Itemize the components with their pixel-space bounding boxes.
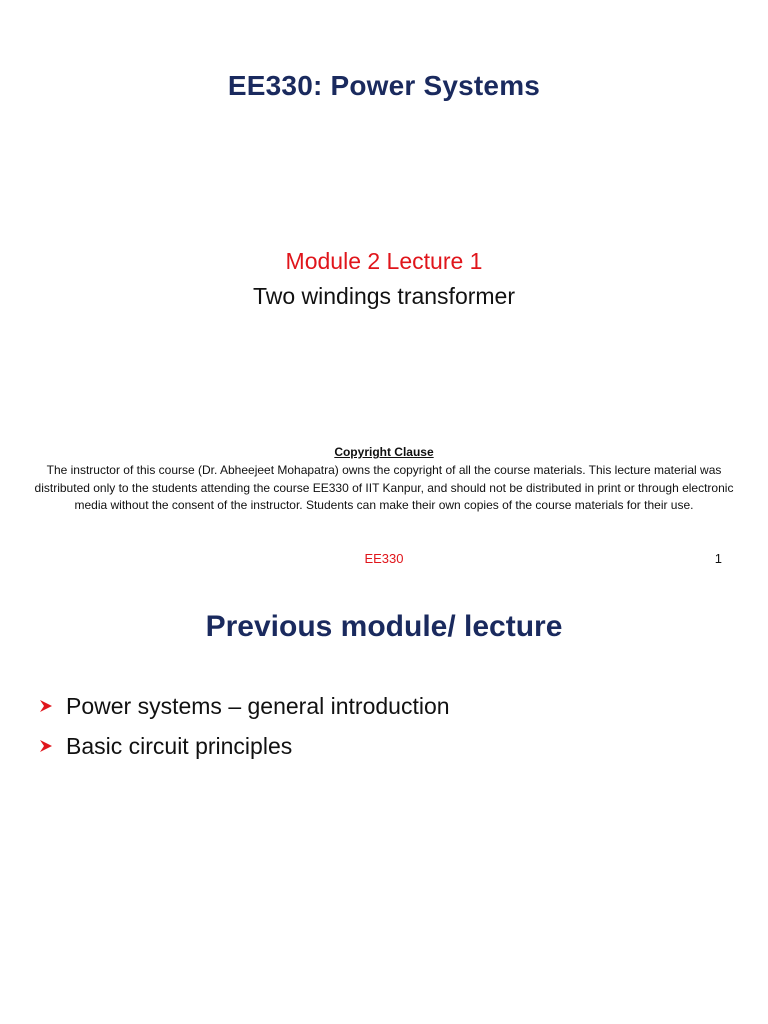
page-number: 1 — [714, 551, 722, 566]
copyright-body: The instructor of this course (Dr. Abheejeet Mohapatra) owns the copyright of all the course materials. This lecture material was distributed only to the students attending the course EE330 of IIT Kanpur, and should not be distributed in print or through electronic media without the consent of the instructor. Students can make their own copies of the course materials for their use. — [34, 463, 734, 512]
lecture-title: Two windings transformer — [252, 283, 516, 309]
footer-course-code: EE330 — [364, 551, 404, 566]
copyright-heading: Copyright Clause — [334, 445, 434, 459]
module-lecture-label: Module 2 Lecture 1 — [285, 248, 483, 274]
bullet-list — [38, 686, 450, 766]
list-item — [38, 686, 450, 726]
bullet-text: Basic circuit principles — [66, 732, 293, 759]
course-title: EE330: Power Systems — [227, 70, 541, 101]
arrowhead-bullet-icon — [38, 738, 66, 754]
list-item — [38, 726, 450, 766]
bullet-text: Power systems – general introduction — [66, 692, 450, 719]
arrowhead-bullet-icon — [38, 698, 66, 714]
section-title: Previous module/ lecture — [205, 610, 563, 643]
slide-2 — [0, 586, 768, 1024]
